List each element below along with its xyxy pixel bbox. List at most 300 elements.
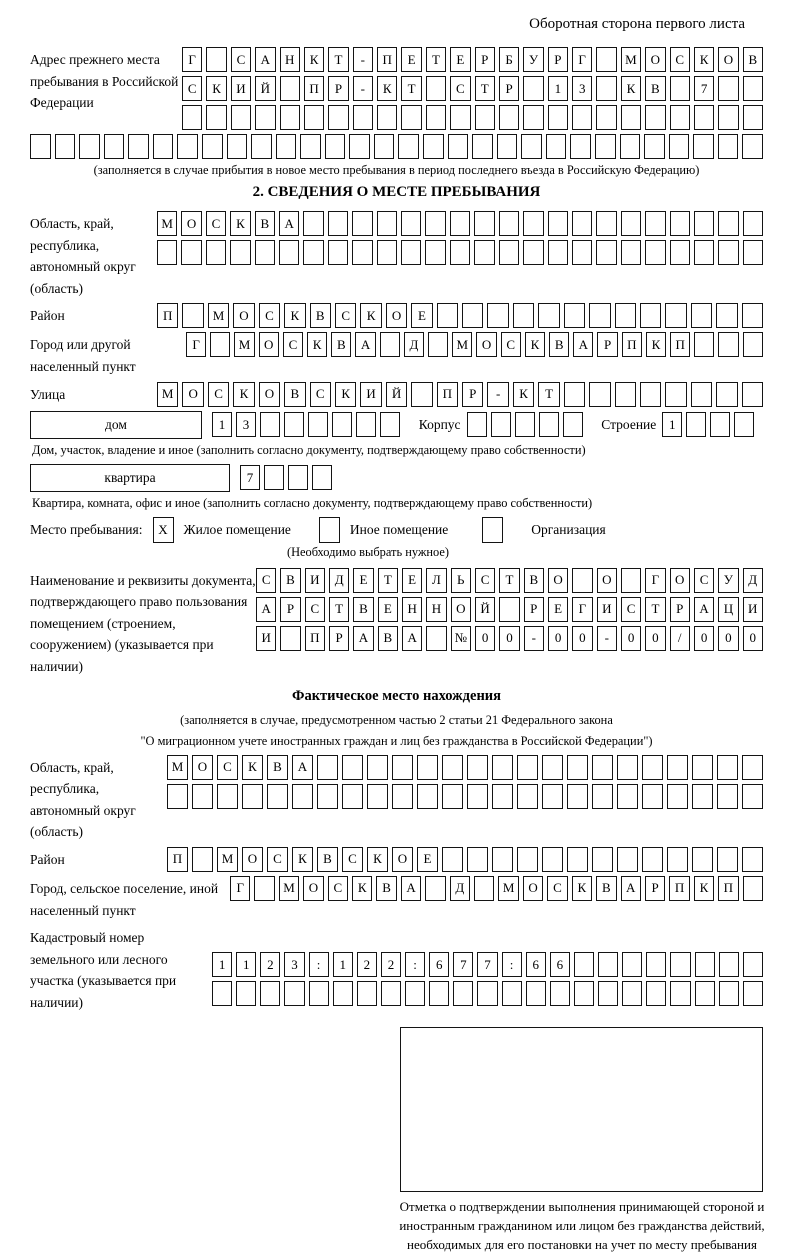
char-cell[interactable]: В	[317, 847, 338, 872]
char-cell[interactable]	[572, 568, 592, 593]
char-cell[interactable]	[570, 134, 591, 159]
char-cell[interactable]	[589, 303, 610, 328]
char-cell[interactable]: 3	[572, 76, 592, 101]
char-cell[interactable]: С	[259, 303, 280, 328]
char-cell[interactable]: С	[335, 303, 356, 328]
char-cell[interactable]: К	[367, 847, 388, 872]
char-cell[interactable]: Т	[538, 382, 559, 407]
char-cell[interactable]	[695, 981, 715, 1006]
char-cell[interactable]	[492, 847, 513, 872]
char-cell[interactable]	[694, 332, 714, 357]
char-cell[interactable]: -	[597, 626, 617, 651]
char-cell[interactable]	[474, 876, 494, 901]
char-cell[interactable]	[230, 240, 250, 265]
char-cell[interactable]	[539, 412, 559, 437]
char-cell[interactable]: К	[360, 303, 381, 328]
char-cell[interactable]: О	[523, 876, 543, 901]
char-cell[interactable]	[292, 784, 313, 809]
char-cell[interactable]	[667, 847, 688, 872]
char-cell[interactable]	[645, 211, 665, 236]
char-cell[interactable]	[646, 981, 666, 1006]
char-cell[interactable]	[622, 952, 642, 977]
char-cell[interactable]	[367, 755, 388, 780]
char-cell[interactable]: Е	[411, 303, 432, 328]
char-cell[interactable]	[423, 134, 444, 159]
char-cell[interactable]	[377, 240, 397, 265]
char-cell[interactable]: К	[525, 332, 545, 357]
char-cell[interactable]: А	[355, 332, 375, 357]
char-cell[interactable]: П	[377, 47, 397, 72]
char-cell[interactable]	[642, 755, 663, 780]
char-cell[interactable]	[380, 332, 400, 357]
char-cell[interactable]	[467, 784, 488, 809]
char-cell[interactable]: С	[694, 568, 714, 593]
char-cell[interactable]: Р	[462, 382, 483, 407]
char-cell[interactable]	[574, 952, 594, 977]
char-cell[interactable]: О	[392, 847, 413, 872]
char-cell[interactable]: Н	[280, 47, 300, 72]
char-cell[interactable]: М	[157, 382, 178, 407]
char-cell[interactable]	[442, 784, 463, 809]
char-cell[interactable]	[332, 412, 352, 437]
char-cell[interactable]	[517, 847, 538, 872]
char-cell[interactable]: К	[304, 47, 324, 72]
char-cell[interactable]: С	[182, 76, 202, 101]
char-cell[interactable]	[742, 303, 763, 328]
char-cell[interactable]	[392, 755, 413, 780]
char-cell[interactable]	[548, 211, 568, 236]
char-cell[interactable]: М	[157, 211, 177, 236]
char-cell[interactable]	[182, 303, 203, 328]
char-cell[interactable]	[743, 76, 763, 101]
char-cell[interactable]	[181, 240, 201, 265]
char-cell[interactable]	[743, 876, 763, 901]
char-cell[interactable]	[79, 134, 100, 159]
char-cell[interactable]	[563, 412, 583, 437]
char-cell[interactable]: А	[694, 597, 714, 622]
char-cell[interactable]: С	[231, 47, 251, 72]
char-cell[interactable]	[546, 134, 567, 159]
char-cell[interactable]: Е	[417, 847, 438, 872]
char-cell[interactable]	[622, 981, 642, 1006]
char-cell[interactable]	[719, 981, 739, 1006]
char-cell[interactable]	[592, 784, 613, 809]
char-cell[interactable]: И	[256, 626, 276, 651]
char-cell[interactable]	[426, 76, 446, 101]
char-cell[interactable]	[167, 784, 188, 809]
char-cell[interactable]: Д	[404, 332, 424, 357]
char-cell[interactable]	[743, 981, 763, 1006]
char-cell[interactable]: 1	[548, 76, 568, 101]
char-cell[interactable]	[280, 626, 300, 651]
char-cell[interactable]	[517, 755, 538, 780]
char-cell[interactable]: И	[597, 597, 617, 622]
char-cell[interactable]: А	[573, 332, 593, 357]
char-cell[interactable]: К	[377, 76, 397, 101]
char-cell[interactable]	[192, 784, 213, 809]
char-cell[interactable]	[477, 981, 497, 1006]
char-cell[interactable]: К	[694, 47, 714, 72]
char-cell[interactable]	[474, 240, 494, 265]
char-cell[interactable]	[669, 134, 690, 159]
char-cell[interactable]	[202, 134, 223, 159]
char-cell[interactable]: Е	[548, 597, 568, 622]
char-cell[interactable]	[693, 134, 714, 159]
char-cell[interactable]	[615, 303, 636, 328]
char-cell[interactable]	[303, 211, 323, 236]
char-cell[interactable]: В	[524, 568, 544, 593]
char-cell[interactable]	[405, 981, 425, 1006]
char-cell[interactable]	[425, 240, 445, 265]
char-cell[interactable]	[743, 211, 763, 236]
char-cell[interactable]: 6	[429, 952, 449, 977]
char-cell[interactable]	[317, 755, 338, 780]
char-cell[interactable]: 0	[499, 626, 519, 651]
char-cell[interactable]	[621, 105, 641, 130]
char-cell[interactable]: О	[476, 332, 496, 357]
char-cell[interactable]	[450, 211, 470, 236]
char-cell[interactable]: Ь	[451, 568, 471, 593]
char-cell[interactable]	[617, 847, 638, 872]
char-cell[interactable]: В	[353, 597, 373, 622]
char-cell[interactable]	[157, 240, 177, 265]
char-cell[interactable]: Г	[186, 332, 206, 357]
char-cell[interactable]	[550, 981, 570, 1006]
char-cell[interactable]	[377, 211, 397, 236]
char-cell[interactable]	[526, 981, 546, 1006]
char-cell[interactable]: Т	[328, 47, 348, 72]
char-cell[interactable]	[670, 952, 690, 977]
char-cell[interactable]: :	[405, 952, 425, 977]
char-cell[interactable]: -	[353, 76, 373, 101]
char-cell[interactable]	[592, 847, 613, 872]
char-cell[interactable]: В	[284, 382, 305, 407]
char-cell[interactable]: Б	[499, 47, 519, 72]
char-cell[interactable]: Н	[402, 597, 422, 622]
char-cell[interactable]	[450, 105, 470, 130]
char-cell[interactable]: П	[167, 847, 188, 872]
char-cell[interactable]	[428, 332, 448, 357]
char-cell[interactable]	[426, 626, 446, 651]
char-cell[interactable]	[255, 105, 275, 130]
char-cell[interactable]: С	[217, 755, 238, 780]
char-cell[interactable]	[128, 134, 149, 159]
char-cell[interactable]: Р	[329, 626, 349, 651]
house-box[interactable]: дом	[30, 411, 202, 439]
char-cell[interactable]: В	[310, 303, 331, 328]
char-cell[interactable]	[694, 211, 714, 236]
char-cell[interactable]	[317, 784, 338, 809]
char-cell[interactable]	[710, 412, 730, 437]
char-cell[interactable]: Д	[329, 568, 349, 593]
char-cell[interactable]	[621, 240, 641, 265]
char-cell[interactable]	[260, 981, 280, 1006]
char-cell[interactable]	[665, 303, 686, 328]
char-cell[interactable]	[288, 465, 308, 490]
char-cell[interactable]	[718, 332, 738, 357]
char-cell[interactable]	[264, 465, 284, 490]
char-cell[interactable]	[598, 981, 618, 1006]
char-cell[interactable]: /	[670, 626, 690, 651]
char-cell[interactable]	[206, 240, 226, 265]
char-cell[interactable]	[487, 303, 508, 328]
char-cell[interactable]	[426, 105, 446, 130]
char-cell[interactable]: К	[242, 755, 263, 780]
char-cell[interactable]	[670, 211, 690, 236]
char-cell[interactable]	[381, 981, 401, 1006]
char-cell[interactable]	[742, 134, 763, 159]
char-cell[interactable]: 3	[284, 952, 304, 977]
char-cell[interactable]	[694, 240, 714, 265]
char-cell[interactable]: Т	[426, 47, 446, 72]
char-cell[interactable]	[467, 847, 488, 872]
char-cell[interactable]	[342, 755, 363, 780]
char-cell[interactable]	[352, 211, 372, 236]
char-cell[interactable]	[596, 47, 616, 72]
char-cell[interactable]	[462, 303, 483, 328]
char-cell[interactable]	[448, 134, 469, 159]
char-cell[interactable]: 6	[550, 952, 570, 977]
char-cell[interactable]: П	[669, 876, 689, 901]
char-cell[interactable]	[572, 240, 592, 265]
char-cell[interactable]	[502, 981, 522, 1006]
char-cell[interactable]: Т	[378, 568, 398, 593]
char-cell[interactable]	[217, 784, 238, 809]
char-cell[interactable]: Е	[401, 47, 421, 72]
char-cell[interactable]: С	[305, 597, 325, 622]
char-cell[interactable]	[743, 952, 763, 977]
char-cell[interactable]: Е	[353, 568, 373, 593]
char-cell[interactable]: Д	[743, 568, 763, 593]
char-cell[interactable]: 1	[662, 412, 682, 437]
char-cell[interactable]: О	[597, 568, 617, 593]
char-cell[interactable]	[596, 76, 616, 101]
char-cell[interactable]	[309, 981, 329, 1006]
char-cell[interactable]	[30, 134, 51, 159]
char-cell[interactable]	[719, 952, 739, 977]
char-cell[interactable]	[742, 382, 763, 407]
char-cell[interactable]: П	[437, 382, 458, 407]
char-cell[interactable]: К	[233, 382, 254, 407]
char-cell[interactable]	[691, 382, 712, 407]
char-cell[interactable]	[644, 134, 665, 159]
char-cell[interactable]	[352, 240, 372, 265]
char-cell[interactable]: О	[645, 47, 665, 72]
char-cell[interactable]: Т	[329, 597, 349, 622]
char-cell[interactable]: 3	[236, 412, 256, 437]
char-cell[interactable]: В	[280, 568, 300, 593]
char-cell[interactable]: В	[376, 876, 396, 901]
char-cell[interactable]	[367, 784, 388, 809]
char-cell[interactable]: В	[549, 332, 569, 357]
char-cell[interactable]: Р	[475, 47, 495, 72]
char-cell[interactable]	[538, 303, 559, 328]
char-cell[interactable]: М	[234, 332, 254, 357]
char-cell[interactable]: Р	[548, 47, 568, 72]
char-cell[interactable]: О	[451, 597, 471, 622]
char-cell[interactable]: С	[501, 332, 521, 357]
char-cell[interactable]: К	[621, 76, 641, 101]
char-cell[interactable]	[467, 755, 488, 780]
char-cell[interactable]	[429, 981, 449, 1006]
char-cell[interactable]	[425, 211, 445, 236]
char-cell[interactable]: П	[157, 303, 178, 328]
char-cell[interactable]	[492, 755, 513, 780]
char-cell[interactable]	[357, 981, 377, 1006]
char-cell[interactable]: И	[305, 568, 325, 593]
checkbox-other-premises[interactable]	[319, 517, 340, 543]
char-cell[interactable]: Т	[499, 568, 519, 593]
char-cell[interactable]	[742, 755, 763, 780]
char-cell[interactable]	[153, 134, 174, 159]
char-cell[interactable]: 0	[475, 626, 495, 651]
char-cell[interactable]	[499, 597, 519, 622]
char-cell[interactable]	[342, 784, 363, 809]
char-cell[interactable]	[303, 240, 323, 265]
char-cell[interactable]: :	[309, 952, 329, 977]
char-cell[interactable]	[567, 755, 588, 780]
char-cell[interactable]	[515, 412, 535, 437]
char-cell[interactable]	[542, 755, 563, 780]
char-cell[interactable]: 6	[526, 952, 546, 977]
char-cell[interactable]	[665, 382, 686, 407]
char-cell[interactable]	[349, 134, 370, 159]
char-cell[interactable]: А	[256, 597, 276, 622]
char-cell[interactable]	[548, 240, 568, 265]
char-cell[interactable]: Р	[499, 76, 519, 101]
char-cell[interactable]	[304, 105, 324, 130]
char-cell[interactable]	[312, 465, 332, 490]
char-cell[interactable]: М	[217, 847, 238, 872]
char-cell[interactable]	[380, 412, 400, 437]
char-cell[interactable]	[523, 76, 543, 101]
char-cell[interactable]	[377, 105, 397, 130]
char-cell[interactable]	[472, 134, 493, 159]
char-cell[interactable]: О	[181, 211, 201, 236]
char-cell[interactable]	[620, 134, 641, 159]
char-cell[interactable]	[255, 240, 275, 265]
char-cell[interactable]: К	[307, 332, 327, 357]
char-cell[interactable]: П	[718, 876, 738, 901]
char-cell[interactable]	[589, 382, 610, 407]
char-cell[interactable]	[280, 105, 300, 130]
char-cell[interactable]	[417, 755, 438, 780]
char-cell[interactable]: Р	[670, 597, 690, 622]
char-cell[interactable]	[692, 847, 713, 872]
char-cell[interactable]	[210, 332, 230, 357]
char-cell[interactable]	[177, 134, 198, 159]
char-cell[interactable]	[276, 134, 297, 159]
char-cell[interactable]: 0	[572, 626, 592, 651]
char-cell[interactable]	[742, 784, 763, 809]
char-cell[interactable]	[284, 412, 304, 437]
char-cell[interactable]	[567, 784, 588, 809]
char-cell[interactable]: 1	[212, 952, 232, 977]
char-cell[interactable]: 0	[743, 626, 763, 651]
char-cell[interactable]	[617, 784, 638, 809]
char-cell[interactable]: А	[401, 876, 421, 901]
char-cell[interactable]	[567, 847, 588, 872]
char-cell[interactable]: А	[292, 755, 313, 780]
char-cell[interactable]: С	[450, 76, 470, 101]
char-cell[interactable]: Т	[475, 76, 495, 101]
char-cell[interactable]	[564, 382, 585, 407]
char-cell[interactable]	[574, 981, 594, 1006]
char-cell[interactable]	[734, 412, 754, 437]
char-cell[interactable]	[640, 303, 661, 328]
char-cell[interactable]	[667, 784, 688, 809]
char-cell[interactable]: -	[487, 382, 508, 407]
char-cell[interactable]: М	[167, 755, 188, 780]
char-cell[interactable]: В	[743, 47, 763, 72]
char-cell[interactable]	[564, 303, 585, 328]
char-cell[interactable]	[279, 240, 299, 265]
char-cell[interactable]	[743, 240, 763, 265]
char-cell[interactable]	[450, 240, 470, 265]
char-cell[interactable]: К	[572, 876, 592, 901]
char-cell[interactable]	[104, 134, 125, 159]
char-cell[interactable]: М	[208, 303, 229, 328]
char-cell[interactable]	[242, 784, 263, 809]
char-cell[interactable]: К	[352, 876, 372, 901]
char-cell[interactable]: 0	[621, 626, 641, 651]
char-cell[interactable]	[716, 303, 737, 328]
char-cell[interactable]: С	[670, 47, 690, 72]
char-cell[interactable]: О	[233, 303, 254, 328]
char-cell[interactable]	[521, 134, 542, 159]
char-cell[interactable]	[497, 134, 518, 159]
char-cell[interactable]	[642, 784, 663, 809]
char-cell[interactable]	[353, 105, 373, 130]
char-cell[interactable]	[333, 981, 353, 1006]
char-cell[interactable]	[617, 755, 638, 780]
char-cell[interactable]	[718, 211, 738, 236]
char-cell[interactable]	[401, 240, 421, 265]
char-cell[interactable]	[692, 755, 713, 780]
char-cell[interactable]: Й	[255, 76, 275, 101]
char-cell[interactable]: П	[305, 626, 325, 651]
char-cell[interactable]	[572, 105, 592, 130]
char-cell[interactable]: 1	[333, 952, 353, 977]
char-cell[interactable]	[192, 847, 213, 872]
char-cell[interactable]: Й	[386, 382, 407, 407]
char-cell[interactable]	[499, 240, 519, 265]
char-cell[interactable]	[742, 847, 763, 872]
char-cell[interactable]	[467, 412, 487, 437]
char-cell[interactable]: В	[645, 76, 665, 101]
char-cell[interactable]: Й	[475, 597, 495, 622]
char-cell[interactable]: С	[621, 597, 641, 622]
char-cell[interactable]: К	[292, 847, 313, 872]
char-cell[interactable]	[670, 105, 690, 130]
char-cell[interactable]	[212, 981, 232, 1006]
char-cell[interactable]	[596, 240, 616, 265]
char-cell[interactable]	[251, 134, 272, 159]
char-cell[interactable]: У	[718, 568, 738, 593]
char-cell[interactable]	[595, 134, 616, 159]
char-cell[interactable]: В	[255, 211, 275, 236]
char-cell[interactable]	[513, 303, 534, 328]
char-cell[interactable]: М	[279, 876, 299, 901]
char-cell[interactable]	[621, 568, 641, 593]
char-cell[interactable]	[182, 105, 202, 130]
char-cell[interactable]: 7	[453, 952, 473, 977]
char-cell[interactable]: Р	[597, 332, 617, 357]
char-cell[interactable]	[596, 105, 616, 130]
char-cell[interactable]	[492, 784, 513, 809]
char-cell[interactable]: 0	[645, 626, 665, 651]
char-cell[interactable]: В	[596, 876, 616, 901]
